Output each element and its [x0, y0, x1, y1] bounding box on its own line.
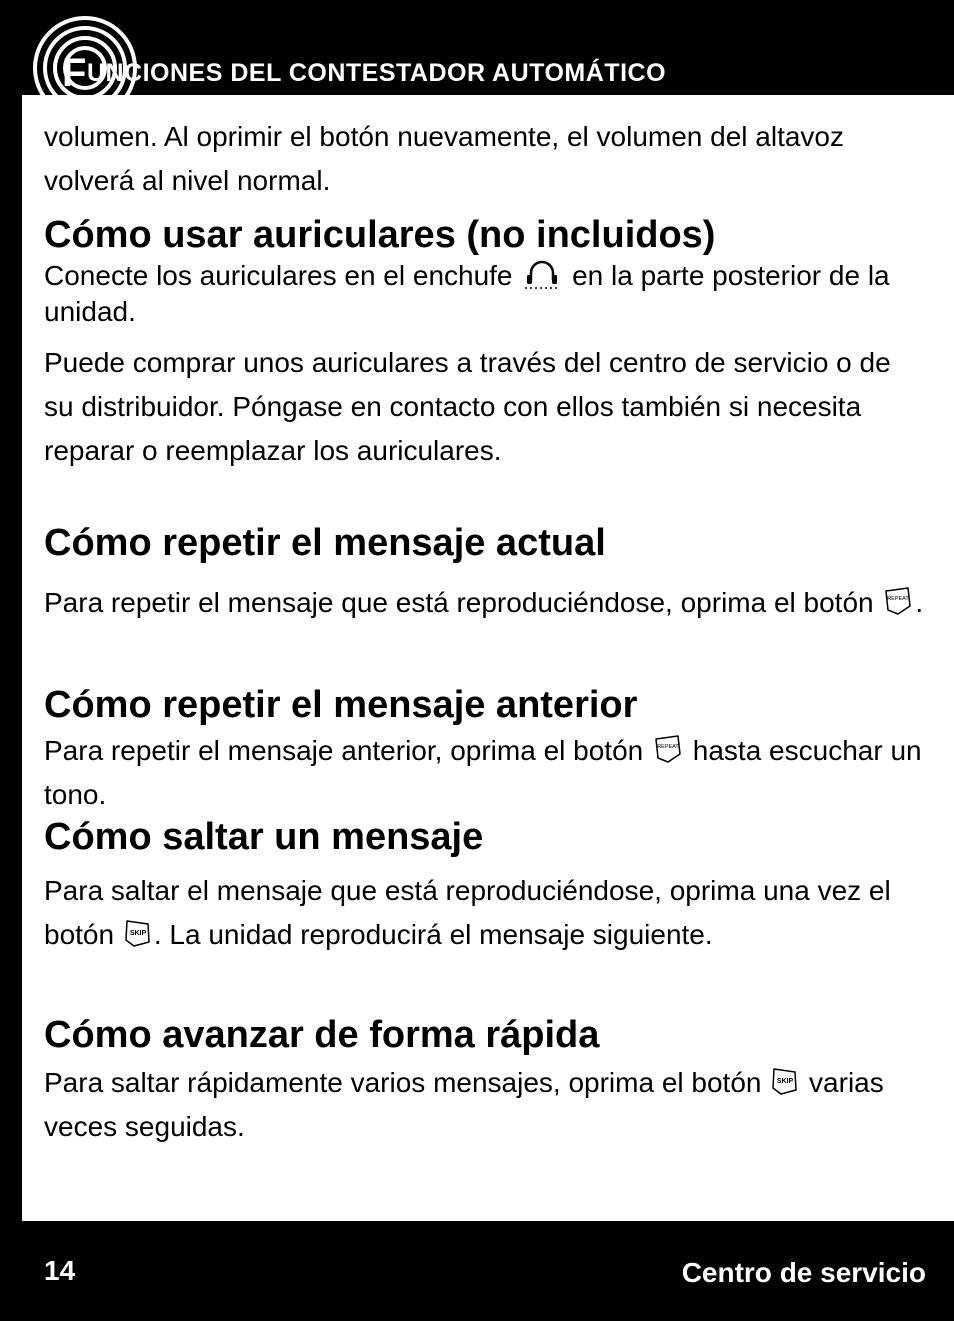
repeat-button-icon: [883, 586, 913, 616]
repeat-previous-text-after: hasta escuchar un tono.: [44, 735, 922, 810]
skip-button-icon: [124, 918, 152, 948]
service-center-label: Centro de servicio: [681, 1257, 926, 1288]
page-footer: [0, 1221, 954, 1321]
fast-forward-paragraph: [44, 1061, 924, 1149]
page-content: [22, 95, 954, 1221]
fast-forward-text-before: Para saltar rápidamente varios mensajes, oprima el botón: [44, 1067, 762, 1098]
section-title: [62, 46, 667, 95]
heading-fast-forward: Cómo avanzar de forma rápida: [44, 1014, 600, 1056]
section-title-initial: F: [62, 51, 87, 95]
heading-skip-message: Cómo saltar un mensaje: [44, 816, 484, 858]
repeat-current-paragraph: [44, 577, 924, 629]
repeat-previous-paragraph: [44, 729, 924, 817]
svg-text:SKIP: SKIP: [777, 1078, 794, 1085]
heading-repeat-previous: Cómo repetir el mensaje anterior: [44, 684, 638, 726]
heading-repeat-current: Cómo repetir el mensaje actual: [44, 522, 606, 564]
skip-button-icon: [771, 1066, 799, 1096]
headphones-paragraph-2: Puede comprar unos auriculares a través del centro de servicio o de su distribuidor. Póngase en contacto con ellos también si necesita reparar o reemplazar los auriculares.: [44, 347, 891, 466]
heading-headphones: Cómo usar auriculares (no incluidos): [44, 214, 716, 256]
headphones-text-before: Conecte los auriculares en el enchufe: [44, 260, 513, 291]
headphones-text-after: en la parte posterior de la unidad.: [44, 260, 890, 327]
repeat-previous-text-before: Para repetir el mensaje anterior, oprima el botón: [44, 735, 644, 766]
headphones-paragraph-1: [44, 257, 924, 330]
repeat-current-text-before: Para repetir el mensaje que está reproduciéndose, oprima el botón: [44, 587, 874, 618]
skip-message-text-before: Para saltar el mensaje que está reproduciéndose, oprima una vez el botón: [44, 875, 891, 950]
fast-forward-text-after: varias veces seguidas.: [44, 1067, 884, 1142]
svg-text:REPEAT: REPEAT: [887, 596, 910, 602]
skip-message-text-after: . La unidad reproducirá el mensaje siguiente.: [153, 919, 713, 950]
repeat-current-text-after: .: [915, 587, 924, 618]
intro-paragraph: volumen. Al oprimir el botón nuevamente, el volumen del altavoz volverá al nivel normal.: [44, 121, 844, 196]
svg-text:REPEAT: REPEAT: [657, 744, 679, 750]
skip-message-paragraph: [44, 869, 924, 957]
svg-text:SKIP: SKIP: [129, 930, 147, 937]
repeat-button-icon: [653, 734, 683, 764]
page-header: [0, 0, 954, 95]
page-number: 14: [44, 1255, 76, 1286]
headphone-jack-icon: [522, 257, 562, 289]
section-title-rest: UNCIONES DEL CONTESTADOR AUTOMÁTICO: [86, 59, 667, 87]
